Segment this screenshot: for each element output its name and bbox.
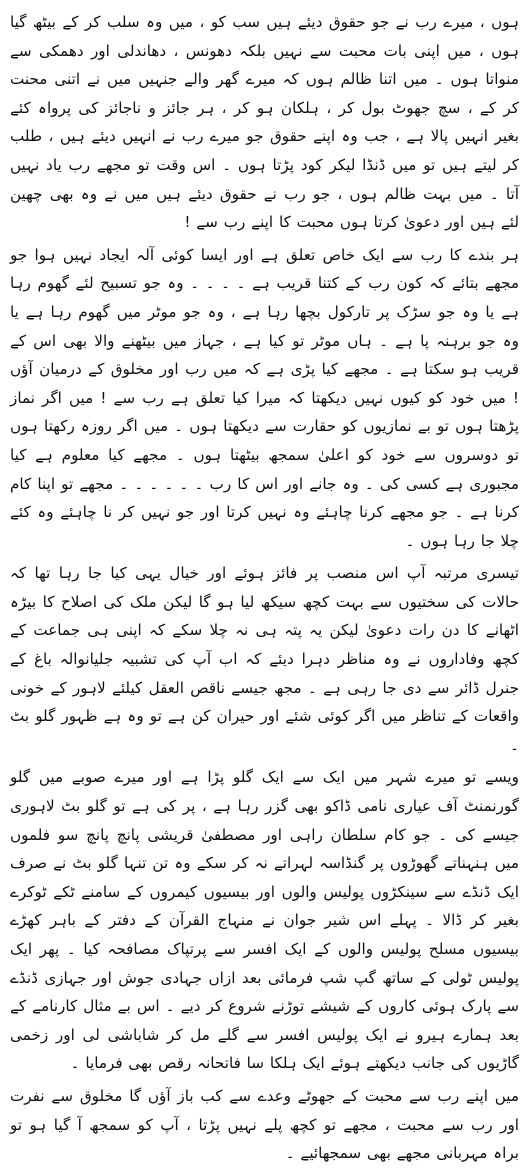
paragraph-5: میں اپنے رب سے محبت کے جھوٹے وعدے سے کب باز آؤں گا مخلوق سے نفرت اور رب سے محبت ، مجھے تو کچھ پلے نہیں پڑتا ، آپ کو سمجھ آ گیا ہو تو براہ مہربانی مجھے بھی سمجھائیے ۔ <box>10 1086 519 1163</box>
paragraph-1: ہوں ، میرے رب نے جو حقوق دیئے ہیں سب کو ، میں وہ سلب کر کے بیٹھ گیا ہوں ، میں اپنی بات محبت سے نہیں بلکہ دھونس ، دھاندلی اور دھمکی سے منواتا ہوں ۔ میں اتنا ظالم ہوں کہ میرے گھر والے جنہیں میں نے اتنی محنت کر کے ، سچ جھوٹ بول کر ، ہلکان ہو کر ، ہر جائز و ناجائز کی پرواہ کئے بغیر انہیں پالا ہے ، جب وہ اپنے حقوق جو میرے رب نے انہیں دیئے ہیں ، طلب کر لیتے ہیں تو میں ڈنڈا لیکر کود پڑتا ہوں ۔ اس وقت تو مجھے رب یاد نہیں آتا ۔ میں بہت ظالم ہوں ، جو رب نے حقوق دیئے ہیں میں نے وہ بھی چھین لئے ہیں اور دعویٰ کرتا ہوں محبت کا اپنے رب سے ! <box>10 13 519 232</box>
paragraph-4: ویسے تو میرے شہر میں ایک سے ایک گلو پڑا ہے اور میرے صوبے میں گلو گورنمنٹ آف عیاری نامی ڈاکو بھی گزر رہا ہے ، پر کی ہے تو گلو بٹ لاہوری جیسے کی ۔ جو کام سلطان راہی اور مصطفیٰ قریشی پانچ پانچ سو فلموں میں ہنہناتے گھوڑوں پر گنڈاسہ لہراتے نہ کر سکے وہ تن تنہا گلو بٹ نے صرف ایک ڈنڈے سے سینکڑوں پولیس والوں اور بیسیوں کیمروں کے سامنے ٹکے ٹوکرے بغیر کر ڈالا ۔ پہلے اس شیر جوان نے منہاج القرآن کے دفتر کے باہر کھڑے بیسیوں مسلح پولیس والوں کے ایک افسر سے پرتپاک مصافحہ کیا ۔ پھر ایک پولیس ٹولی کے ساتھ گپ شپ فرمائی بعد ازاں جہادی جوش اور جہازی ڈنڈے سے پارک ہوئی کاروں کے شیشے توڑنے شروع کر دیے ۔ اس بے مثال کارنامے کے بعد ہمارے ہیرو نے ایک پولیس افسر سے گلے مل کر شاباشی لی اور زخمی گاڑیوں کی جانب دیکھتے ہوئے ایک ہلکا سا فاتحانہ رقص بھی فرمایا ۔ <box>10 768 519 1073</box>
paragraph-3: تیسری مرتبہ آپ اس منصب پر فائز ہوئے اور خیال یہی کیا جا رہا تھا کہ حالات کی سختیوں سے بہت کچھ سیکھ لیا ہو گا لیکن ملک کی اصلاح کا بیڑہ اٹھانے کا دن رات دعویٰ لیکن یہ پتہ ہی نہ چلا سکے کہ اپنی ہی جماعت کے کچھ وفاداروں نے وہ مناظر دہرا دیئے کہ اب آپ کی تشبیہ جلیانوالہ باغ کے جنرل ڈائر سے دی جا رہی ہے ۔ مجھ جیسے ناقص العقل کیلئے لاہور کے خونی واقعات کے تناظر میں اگر کوئی شئے اور حیران کن ہے تو وہ ہے ظہور گلو بٹ ۔ <box>10 564 519 754</box>
paragraph-2: ہر بندے کا رب سے ایک خاص تعلق ہے اور ایسا کوئی آلہ ایجاد نہیں ہوا جو مجھے بتائے کہ کون رب کے کتنا قریب ہے ۔ ۔ ۔ ۔ وہ جو تسبیح لئے گھوم رہا ہے یا وہ جو سڑک پر تارکول بچھا رہا ہے ، وہ جو موٹر میں گھوم رہا ہے یا وہ جو برہنہ پا ہے ۔ ہاں موٹر تو کیا ہے ، جہاز میں بیٹھنے والا بھی اس کے قریب ہو سکتا ہے ۔ مجھے کیا پڑی ہے کہ میں رب اور مخلوق کے درمیان آؤں ! میں خود کو کیوں نہیں دیکھتا کہ میرا کیا تعلق ہے رب سے ! میں اگر نماز پڑھتا ہوں تو بے نمازیوں کو حقارت سے دیکھتا ہوں ۔ میں اگر روزہ رکھتا ہوں تو دوسروں سے خود کو اعلیٰ سمجھ بیٹھتا ہوں ۔ مجھے کیا معلوم ہے کیا مجبوری ہے کسی کی ۔ وہ جانے اور اس کا رب ۔ ۔ ۔ ۔ ۔ ۔ مجھے تو اپنا کام کرنا ہے ۔ جو مجھے کرنا چاہئے وہ نہیں کرتا اور جو نہیں کر نا چاہئے وہ کئے چلا جا رہا ہوں ۔ <box>10 245 519 550</box>
